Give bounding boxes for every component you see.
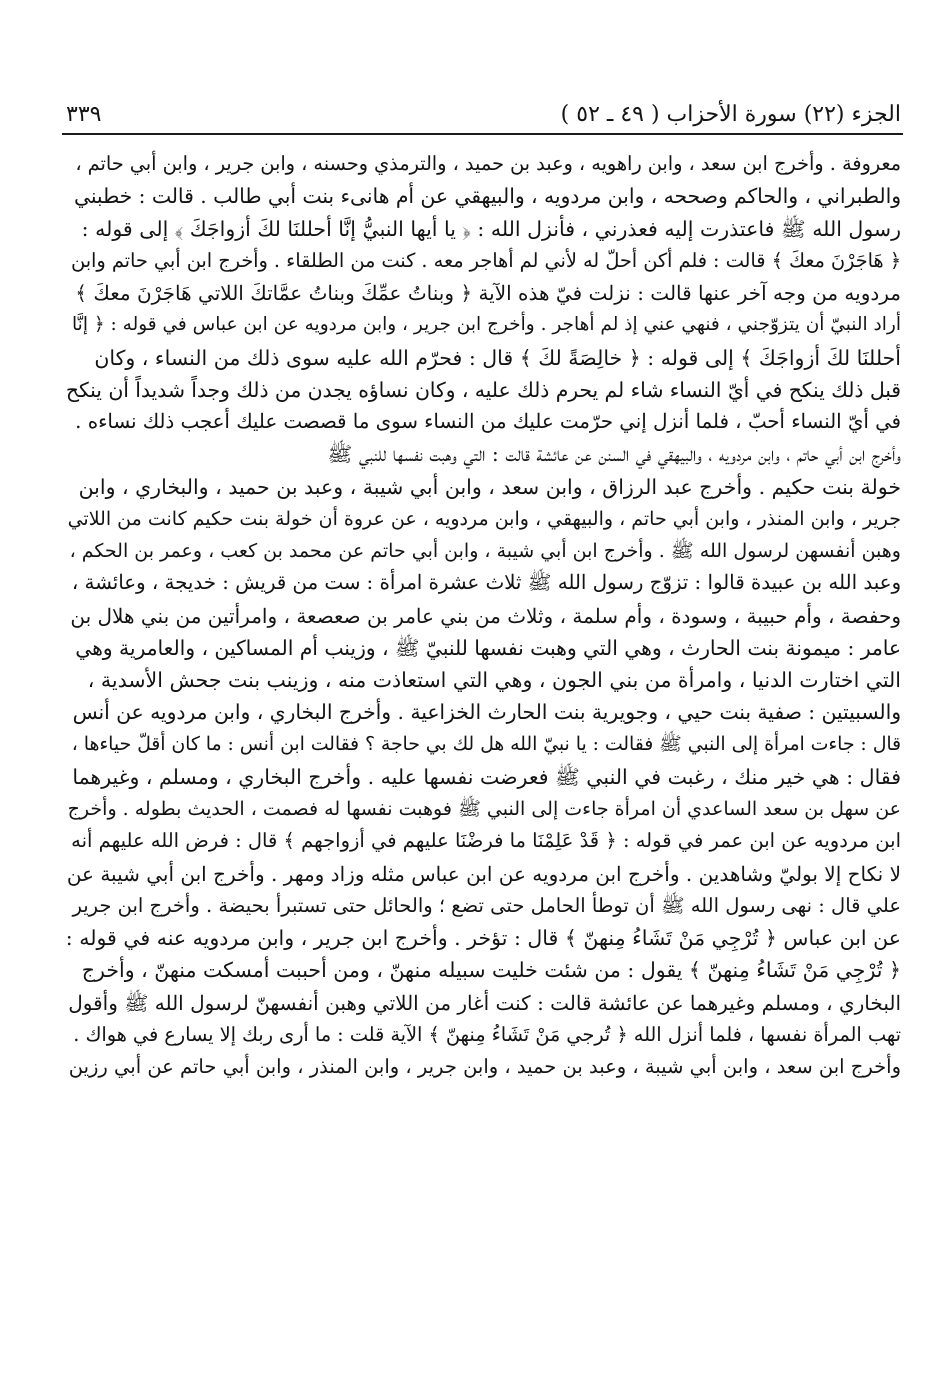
- text-line: ﴿ هَاجَرْنَ معكَ ﴾ قالت : فلم أكن أحلّ له لأني لم أهاجر معه . كنت من الطلقاء . وأخرج ابن أبي حاتم وابن: [71, 248, 901, 272]
- text-line: ﴿ تُرْجِي مَنْ تَشَاءُ مِنهنّ ﴾ يقول : من شئت خليت سبيله منهنّ ، ومن أحببت أمسكت منهنّ ، وأخرج: [81, 958, 901, 983]
- text-line: عن ابن عباس ﴿ تُرْجِي مَنْ تَشَاءُ مِنهنّ ﴾ قال : تؤخر . وأخرج ابن جرير ، وابن مردويه عنه في قوله :: [66, 926, 901, 950]
- text-line: أحللنَا لكَ أزواجَكَ ﴾ إلى قوله : ﴿ خالِصَةً لكَ ﴾ قال : فحرّم الله عليه سوى ذلك من النساء ، وكان: [94, 345, 901, 370]
- text-line: وحفصة ، وأم حبيبة ، وسودة ، وأم سلمة ، وثلاث من بني عامر بن صعصعة ، وامرأتين من بني هلال بن: [70, 603, 901, 628]
- text-line: لا نكاح إلا بوليّ وشاهدين . وأخرج ابن مردويه عن ابن عباس مثله وزاد ومهر . وأخرج ابن أبي شيبة عن: [66, 861, 901, 886]
- running-header-title: الجزء (٢٢) سورة الأحزاب ( ٤٩ ـ ٥٢ ): [560, 102, 901, 127]
- text-line: وأخرج ابن سعد ، وابن أبي شيبة ، وعبد بن حميد ، وابن جرير ، وابن المنذر ، وابن أبي حاتم عن أبي رزين: [68, 1055, 901, 1078]
- text-line: رسول الله ﷺ فاعتذرت إليه فعذرني ، فأنزل الله : ﴿ يا أيها النبيُّ إنَّا أحللنَا لكَ أزواجَكَ ﴾ إلى قوله :: [81, 216, 901, 241]
- text-line: عامر : ميمونة بنت الحارث ، وهي التي وهبت نفسها للنبيّ ﷺ ، وزينب أم المساكين ، والعامرية وهي: [75, 635, 901, 660]
- page-number: ٣٣٩: [66, 102, 102, 127]
- text-line: معروفة . وأخرج ابن سعد ، وابن راهويه ، وعبد بن حميد ، والترمذي وحسنه ، وابن جرير ، وابن أبي حاتم ،: [75, 152, 901, 175]
- header-rule: [62, 133, 903, 135]
- text-line: في أيّ النساء أحبّ ، فلما أنزل إني حرّمت عليك من النساء سوى ما قصصت عليك أعجب ذلك نساءه .: [75, 410, 901, 433]
- text-line: جرير ، وابن المنذر ، وابن أبي حاتم ، والبيهقي ، وابن مردويه ، عن عروة أن خولة بنت حكيم كانت من اللاتي: [67, 507, 901, 530]
- text-line: وأخرج ابن أبي حاتم ، وابن مردويه ، والبيهقي في السنن عن عائشة قالت : التي وهبت نفسها للنبي ﷺ: [327, 442, 901, 467]
- text-line: وهبن أنفسهن لرسول الله ﷺ . وأخرج ابن أبي شيبة ، وابن أبي حاتم عن محمد بن كعب ، وعمر بن الحكم ،: [69, 540, 901, 562]
- text-line: وعبد الله بن عبيدة قالوا : تزوّج رسول الله ﷺ ثلاث عشرة امرأة : ست من قريش : خديجة ، وعائشة ،: [71, 571, 901, 595]
- page-header: [66, 96, 901, 130]
- text-line: والطبراني ، والحاكم وصححه ، وابن مردويه ، والبيهقي عن أم هانىء بنت أبي طالب . قالت : خطبني: [73, 184, 901, 209]
- text-line: خولة بنت حكيم . وأخرج عبد الرزاق ، وابن سعد ، وابن أبي شيبة ، وعبد بن حميد ، والبخاري ، وابن: [78, 474, 901, 499]
- text-line: علي قال : نهى رسول الله ﷺ أن توطأ الحامل حتى تضع ؛ والحائل حتى تستبرأ بحيضة . وأخرج ابن جرير: [72, 893, 901, 917]
- text-line: فقال : هي خير منك ، رغبت في النبي ﷺ فعرضت نفسها عليه . وأخرج البخاري ، ومسلم ، وغيرهما: [72, 764, 901, 789]
- body-text: [66, 148, 901, 1083]
- text-line: والسبيتين : صفية بنت حيي ، وجويرية بنت الحارث الخزاعية . وأخرج البخاري ، وابن مردويه عن أنس: [72, 700, 901, 725]
- text-line: قال : جاءت امرأة إلى النبي ﷺ فقالت : يا نبيّ الله هل لك بي حاجة ؟ فقالت ابن أنس : ما كان أقلّ حياءها ،: [71, 733, 901, 755]
- text-line: عن سهل بن سعد الساعدي أن امرأة جاءت إلى النبي ﷺ فوهبت نفسها له فصمت ، الحديث بطوله . وأخرج: [67, 798, 901, 820]
- text-line: التي اختارت الدنيا ، وامرأة من بني الجون ، وهي التي استعاذت منه ، وزينب بنت جحش الأسدية ،: [87, 668, 901, 692]
- text-line: قبل ذلك ينكح في أيّ النساء شاء لم يحرم ذلك عليه ، وكان نساؤه يجدن من ذلك وجداً شديداً أن ينكح: [66, 377, 901, 402]
- text-line: أراد النبيّ أن يتزوّجني ، فنهي عني إذ لم أهاجر . وأخرج ابن جرير ، وابن مردويه عن ابن عباس في قوله : ﴿ إنَّا: [72, 314, 901, 336]
- text-line: البخاري ، ومسلم وغيرهما عن عائشة قالت : كنت أغار من اللاتي وهبن أنفسهنّ لرسول الله ﷺ وأقول: [68, 990, 901, 1015]
- text-line: مردويه من وجه آخر عنها قالت : نزلت فيّ هذه الآية ﴿ وبناتُ عمِّكَ وبناتُ عمَّاتكَ اللاتي هَاجَرْنَ معكَ ﴾: [75, 281, 901, 305]
- text-line: تهب المرأة نفسها ، فلما أنزل الله ﴿ تُرجي مَنْ تَشَاءُ مِنهنّ ﴾ الآية قلت : ما أرى ربك إلا يسارع في هواك .: [73, 1022, 901, 1046]
- text-line: ابن مردويه عن ابن عمر في قوله : ﴿ قَدْ عَلِمْنَا ما فرضْنَا عليهم في أزواجهم ﴾ قال : فرض الله عليهم أنه: [71, 829, 901, 853]
